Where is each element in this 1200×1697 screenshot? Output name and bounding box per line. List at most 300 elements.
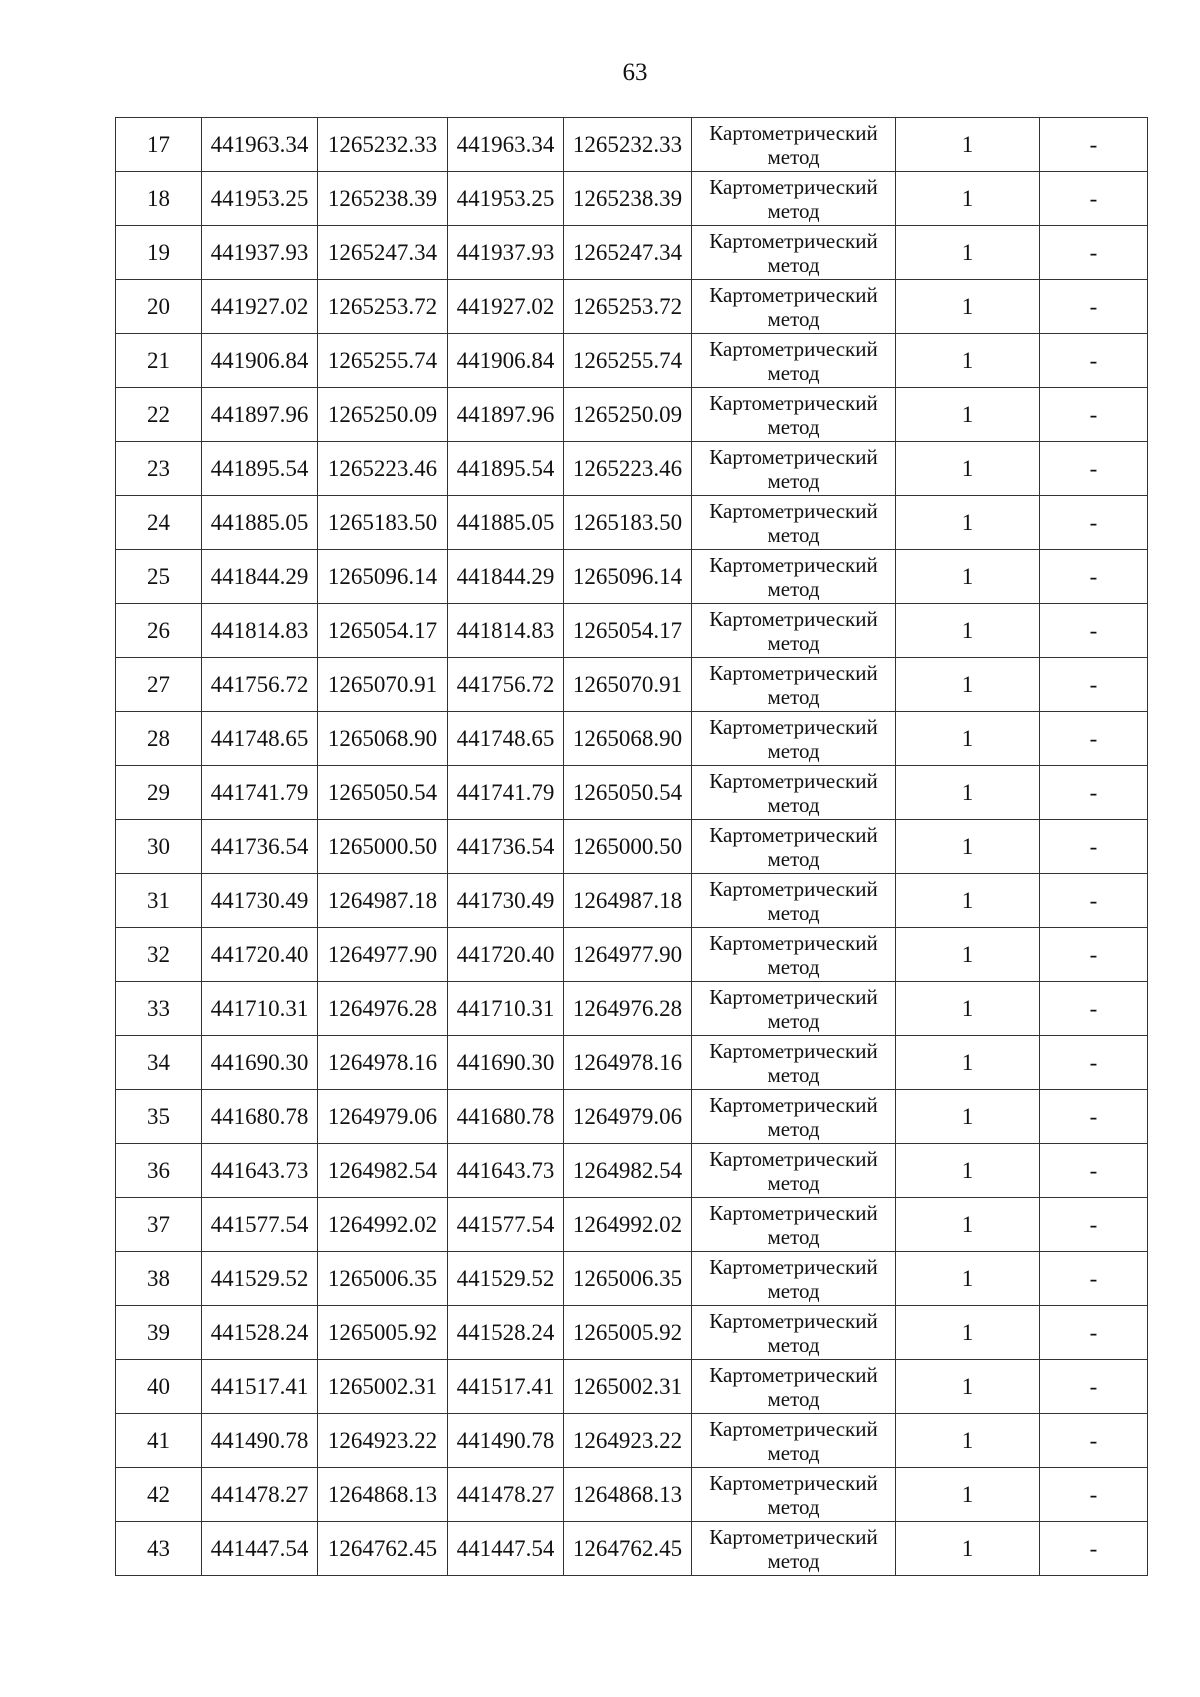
x-coordinate-cell: 441478.27 [448,1468,564,1522]
method-label: метод [767,1548,820,1573]
method-cell [692,1036,896,1090]
table-row [116,550,1148,604]
table-row [116,928,1148,982]
table-row [116,1414,1148,1468]
x-coordinate-cell: 441963.34 [202,118,318,172]
method-cell [692,550,896,604]
y-coordinate-cell: 1265000.50 [318,820,448,874]
method-label: Картометрический [709,336,878,361]
method-label: метод [767,1116,820,1141]
method-label: Картометрический [709,498,878,523]
x-coordinate-cell: 441937.93 [448,226,564,280]
x-coordinate-cell: 441720.40 [202,928,318,982]
x-coordinate-cell: 441577.54 [448,1198,564,1252]
accuracy-cell: 1 [896,1522,1040,1576]
note-cell: - [1040,1306,1148,1360]
method-label: метод [767,144,820,169]
y-coordinate-cell: 1265253.72 [318,280,448,334]
method-label: Картометрический [709,822,878,847]
y-coordinate-cell: 1265255.74 [564,334,692,388]
x-coordinate-cell: 441927.02 [448,280,564,334]
method-label: метод [767,414,820,439]
method-label: Картометрический [709,1092,878,1117]
accuracy-cell: 1 [896,1090,1040,1144]
y-coordinate-cell: 1264976.28 [564,982,692,1036]
method-label: Картометрический [709,1254,878,1279]
accuracy-cell: 1 [896,982,1040,1036]
y-coordinate-cell: 1265005.92 [564,1306,692,1360]
method-label: Картометрический [709,714,878,739]
method-label: Картометрический [709,1200,878,1225]
accuracy-cell: 1 [896,1414,1040,1468]
method-label: метод [767,576,820,601]
point-number-cell: 29 [116,766,202,820]
y-coordinate-cell: 1265096.14 [318,550,448,604]
x-coordinate-cell: 441814.83 [448,604,564,658]
note-cell: - [1040,1252,1148,1306]
x-coordinate-cell: 441730.49 [202,874,318,928]
y-coordinate-cell: 1265183.50 [318,496,448,550]
method-label: Картометрический [709,282,878,307]
y-coordinate-cell: 1265247.34 [318,226,448,280]
method-label: метод [767,900,820,925]
method-label: метод [767,1386,820,1411]
y-coordinate-cell: 1265238.39 [318,172,448,226]
y-coordinate-cell: 1264982.54 [564,1144,692,1198]
accuracy-cell: 1 [896,388,1040,442]
table-row [116,1144,1148,1198]
x-coordinate-cell: 441680.78 [202,1090,318,1144]
y-coordinate-cell: 1264762.45 [564,1522,692,1576]
method-label: Картометрический [709,1362,878,1387]
accuracy-cell: 1 [896,874,1040,928]
y-coordinate-cell: 1265232.33 [564,118,692,172]
x-coordinate-cell: 441927.02 [202,280,318,334]
coordinates-table [115,117,1148,1576]
note-cell: - [1040,1522,1148,1576]
x-coordinate-cell: 441643.73 [448,1144,564,1198]
accuracy-cell: 1 [896,496,1040,550]
y-coordinate-cell: 1265002.31 [318,1360,448,1414]
accuracy-cell: 1 [896,118,1040,172]
accuracy-cell: 1 [896,1198,1040,1252]
method-label: метод [767,1224,820,1249]
table-body [116,118,1148,1576]
point-number-cell: 33 [116,982,202,1036]
y-coordinate-cell: 1265223.46 [564,442,692,496]
x-coordinate-cell: 441490.78 [448,1414,564,1468]
table-row [116,1468,1148,1522]
accuracy-cell: 1 [896,928,1040,982]
x-coordinate-cell: 441720.40 [448,928,564,982]
table-row [116,1090,1148,1144]
x-coordinate-cell: 441885.05 [202,496,318,550]
y-coordinate-cell: 1265050.54 [564,766,692,820]
y-coordinate-cell: 1264982.54 [318,1144,448,1198]
y-coordinate-cell: 1264992.02 [564,1198,692,1252]
point-number-cell: 26 [116,604,202,658]
table-row [116,1252,1148,1306]
y-coordinate-cell: 1265002.31 [564,1360,692,1414]
x-coordinate-cell: 441710.31 [202,982,318,1036]
point-number-cell: 25 [116,550,202,604]
x-coordinate-cell: 441529.52 [202,1252,318,1306]
y-coordinate-cell: 1264868.13 [318,1468,448,1522]
accuracy-cell: 1 [896,712,1040,766]
method-label: Картометрический [709,228,878,253]
y-coordinate-cell: 1265253.72 [564,280,692,334]
point-number-cell: 41 [116,1414,202,1468]
point-number-cell: 43 [116,1522,202,1576]
y-coordinate-cell: 1265006.35 [318,1252,448,1306]
x-coordinate-cell: 441490.78 [202,1414,318,1468]
point-number-cell: 32 [116,928,202,982]
accuracy-cell: 1 [896,172,1040,226]
x-coordinate-cell: 441897.96 [202,388,318,442]
y-coordinate-cell: 1265006.35 [564,1252,692,1306]
y-coordinate-cell: 1264868.13 [564,1468,692,1522]
method-label: Картометрический [709,1416,878,1441]
accuracy-cell: 1 [896,1252,1040,1306]
x-coordinate-cell: 441885.05 [448,496,564,550]
point-number-cell: 38 [116,1252,202,1306]
point-number-cell: 19 [116,226,202,280]
table-row [116,712,1148,766]
note-cell: - [1040,550,1148,604]
point-number-cell: 27 [116,658,202,712]
method-label: метод [767,1170,820,1195]
y-coordinate-cell: 1265070.91 [564,658,692,712]
method-label: метод [767,522,820,547]
table-row [116,388,1148,442]
x-coordinate-cell: 441953.25 [202,172,318,226]
accuracy-cell: 1 [896,1144,1040,1198]
y-coordinate-cell: 1265096.14 [564,550,692,604]
note-cell: - [1040,280,1148,334]
y-coordinate-cell: 1265247.34 [564,226,692,280]
method-cell [692,1414,896,1468]
y-coordinate-cell: 1264977.90 [318,928,448,982]
method-cell [692,982,896,1036]
point-number-cell: 31 [116,874,202,928]
point-number-cell: 17 [116,118,202,172]
x-coordinate-cell: 441895.54 [202,442,318,496]
method-label: Картометрический [709,1146,878,1171]
method-label: метод [767,1278,820,1303]
note-cell: - [1040,1360,1148,1414]
accuracy-cell: 1 [896,226,1040,280]
note-cell: - [1040,1414,1148,1468]
table-row [116,1198,1148,1252]
x-coordinate-cell: 441478.27 [202,1468,318,1522]
note-cell: - [1040,118,1148,172]
x-coordinate-cell: 441690.30 [448,1036,564,1090]
page-number: 63 [622,59,648,86]
accuracy-cell: 1 [896,1468,1040,1522]
method-cell [692,1522,896,1576]
point-number-cell: 30 [116,820,202,874]
x-coordinate-cell: 441690.30 [202,1036,318,1090]
y-coordinate-cell: 1265068.90 [318,712,448,766]
table-row [116,226,1148,280]
table-row [116,496,1148,550]
point-number-cell: 23 [116,442,202,496]
method-cell [692,1252,896,1306]
method-cell [692,604,896,658]
x-coordinate-cell: 441643.73 [202,1144,318,1198]
point-number-cell: 24 [116,496,202,550]
accuracy-cell: 1 [896,604,1040,658]
y-coordinate-cell: 1264978.16 [564,1036,692,1090]
method-cell [692,766,896,820]
method-cell [692,712,896,766]
y-coordinate-cell: 1265068.90 [564,712,692,766]
x-coordinate-cell: 441577.54 [202,1198,318,1252]
table-row [116,118,1148,172]
method-label: метод [767,306,820,331]
table-row [116,604,1148,658]
note-cell: - [1040,388,1148,442]
method-label: метод [767,792,820,817]
table-row [116,658,1148,712]
method-cell [692,442,896,496]
method-label: Картометрический [709,444,878,469]
point-number-cell: 36 [116,1144,202,1198]
method-label: Картометрический [709,552,878,577]
note-cell: - [1040,928,1148,982]
x-coordinate-cell: 441844.29 [202,550,318,604]
note-cell: - [1040,712,1148,766]
x-coordinate-cell: 441895.54 [448,442,564,496]
x-coordinate-cell: 441953.25 [448,172,564,226]
x-coordinate-cell: 441741.79 [448,766,564,820]
method-cell [692,1306,896,1360]
point-number-cell: 21 [116,334,202,388]
method-label: Картометрический [709,1308,878,1333]
table-row [116,1306,1148,1360]
method-label: метод [767,1332,820,1357]
note-cell: - [1040,442,1148,496]
method-label: Картометрический [709,984,878,1009]
method-label: метод [767,1008,820,1033]
y-coordinate-cell: 1264987.18 [564,874,692,928]
y-coordinate-cell: 1265255.74 [318,334,448,388]
method-cell [692,1144,896,1198]
y-coordinate-cell: 1264978.16 [318,1036,448,1090]
y-coordinate-cell: 1264987.18 [318,874,448,928]
y-coordinate-cell: 1264923.22 [318,1414,448,1468]
method-cell [692,334,896,388]
method-cell [692,118,896,172]
point-number-cell: 18 [116,172,202,226]
method-cell [692,874,896,928]
table-row [116,172,1148,226]
y-coordinate-cell: 1265054.17 [318,604,448,658]
note-cell: - [1040,1468,1148,1522]
table-row [116,874,1148,928]
note-cell: - [1040,172,1148,226]
y-coordinate-cell: 1264979.06 [318,1090,448,1144]
method-label: Картометрический [709,120,878,145]
table-row [116,334,1148,388]
x-coordinate-cell: 441730.49 [448,874,564,928]
method-cell [692,172,896,226]
point-number-cell: 22 [116,388,202,442]
y-coordinate-cell: 1265232.33 [318,118,448,172]
method-cell [692,928,896,982]
note-cell: - [1040,1090,1148,1144]
x-coordinate-cell: 441447.54 [202,1522,318,1576]
method-label: метод [767,1440,820,1465]
y-coordinate-cell: 1264923.22 [564,1414,692,1468]
point-number-cell: 35 [116,1090,202,1144]
y-coordinate-cell: 1264976.28 [318,982,448,1036]
method-cell [692,388,896,442]
x-coordinate-cell: 441447.54 [448,1522,564,1576]
note-cell: - [1040,658,1148,712]
method-cell [692,1360,896,1414]
method-label: метод [767,630,820,655]
y-coordinate-cell: 1265005.92 [318,1306,448,1360]
point-number-cell: 34 [116,1036,202,1090]
accuracy-cell: 1 [896,658,1040,712]
x-coordinate-cell: 441844.29 [448,550,564,604]
method-label: Картометрический [709,930,878,955]
accuracy-cell: 1 [896,820,1040,874]
point-number-cell: 37 [116,1198,202,1252]
method-cell [692,226,896,280]
note-cell: - [1040,820,1148,874]
table-row [116,442,1148,496]
method-label: метод [767,252,820,277]
accuracy-cell: 1 [896,280,1040,334]
accuracy-cell: 1 [896,1360,1040,1414]
y-coordinate-cell: 1264992.02 [318,1198,448,1252]
x-coordinate-cell: 441528.24 [202,1306,318,1360]
accuracy-cell: 1 [896,1306,1040,1360]
method-label: метод [767,954,820,979]
note-cell: - [1040,226,1148,280]
x-coordinate-cell: 441529.52 [448,1252,564,1306]
method-label: метод [767,1494,820,1519]
y-coordinate-cell: 1265250.09 [564,388,692,442]
y-coordinate-cell: 1265183.50 [564,496,692,550]
x-coordinate-cell: 441897.96 [448,388,564,442]
table-row [116,1036,1148,1090]
method-label: метод [767,198,820,223]
point-number-cell: 40 [116,1360,202,1414]
note-cell: - [1040,982,1148,1036]
accuracy-cell: 1 [896,766,1040,820]
method-label: метод [767,684,820,709]
method-label: Картометрический [709,390,878,415]
x-coordinate-cell: 441710.31 [448,982,564,1036]
point-number-cell: 39 [116,1306,202,1360]
y-coordinate-cell: 1265000.50 [564,820,692,874]
method-cell [692,1468,896,1522]
method-label: Картометрический [709,174,878,199]
table-row [116,280,1148,334]
table-row [116,766,1148,820]
y-coordinate-cell: 1264977.90 [564,928,692,982]
note-cell: - [1040,874,1148,928]
note-cell: - [1040,604,1148,658]
x-coordinate-cell: 441517.41 [448,1360,564,1414]
y-coordinate-cell: 1265238.39 [564,172,692,226]
table-row [116,982,1148,1036]
accuracy-cell: 1 [896,442,1040,496]
note-cell: - [1040,334,1148,388]
x-coordinate-cell: 441963.34 [448,118,564,172]
method-label: метод [767,738,820,763]
point-number-cell: 28 [116,712,202,766]
method-label: Картометрический [709,1524,878,1549]
method-label: Картометрический [709,660,878,685]
method-cell [692,1090,896,1144]
note-cell: - [1040,496,1148,550]
method-label: метод [767,360,820,385]
x-coordinate-cell: 441736.54 [202,820,318,874]
accuracy-cell: 1 [896,550,1040,604]
y-coordinate-cell: 1265223.46 [318,442,448,496]
x-coordinate-cell: 441748.65 [202,712,318,766]
method-cell [692,496,896,550]
method-label: Картометрический [709,1470,878,1495]
y-coordinate-cell: 1264979.06 [564,1090,692,1144]
method-cell [692,820,896,874]
note-cell: - [1040,1198,1148,1252]
method-label: Картометрический [709,1038,878,1063]
x-coordinate-cell: 441736.54 [448,820,564,874]
method-label: метод [767,1062,820,1087]
y-coordinate-cell: 1265054.17 [564,604,692,658]
note-cell: - [1040,1144,1148,1198]
x-coordinate-cell: 441937.93 [202,226,318,280]
method-label: Картометрический [709,876,878,901]
x-coordinate-cell: 441814.83 [202,604,318,658]
accuracy-cell: 1 [896,334,1040,388]
method-cell [692,280,896,334]
accuracy-cell: 1 [896,1036,1040,1090]
y-coordinate-cell: 1265070.91 [318,658,448,712]
x-coordinate-cell: 441680.78 [448,1090,564,1144]
y-coordinate-cell: 1265050.54 [318,766,448,820]
y-coordinate-cell: 1264762.45 [318,1522,448,1576]
method-label: Картометрический [709,768,878,793]
x-coordinate-cell: 441756.72 [202,658,318,712]
method-label: метод [767,846,820,871]
x-coordinate-cell: 441517.41 [202,1360,318,1414]
method-cell [692,658,896,712]
x-coordinate-cell: 441528.24 [448,1306,564,1360]
note-cell: - [1040,1036,1148,1090]
table-row [116,820,1148,874]
point-number-cell: 42 [116,1468,202,1522]
x-coordinate-cell: 441756.72 [448,658,564,712]
table-row [116,1360,1148,1414]
x-coordinate-cell: 441906.84 [448,334,564,388]
method-label: Картометрический [709,606,878,631]
table-row [116,1522,1148,1576]
y-coordinate-cell: 1265250.09 [318,388,448,442]
method-label: метод [767,468,820,493]
x-coordinate-cell: 441741.79 [202,766,318,820]
method-cell [692,1198,896,1252]
x-coordinate-cell: 441748.65 [448,712,564,766]
note-cell: - [1040,766,1148,820]
point-number-cell: 20 [116,280,202,334]
x-coordinate-cell: 441906.84 [202,334,318,388]
